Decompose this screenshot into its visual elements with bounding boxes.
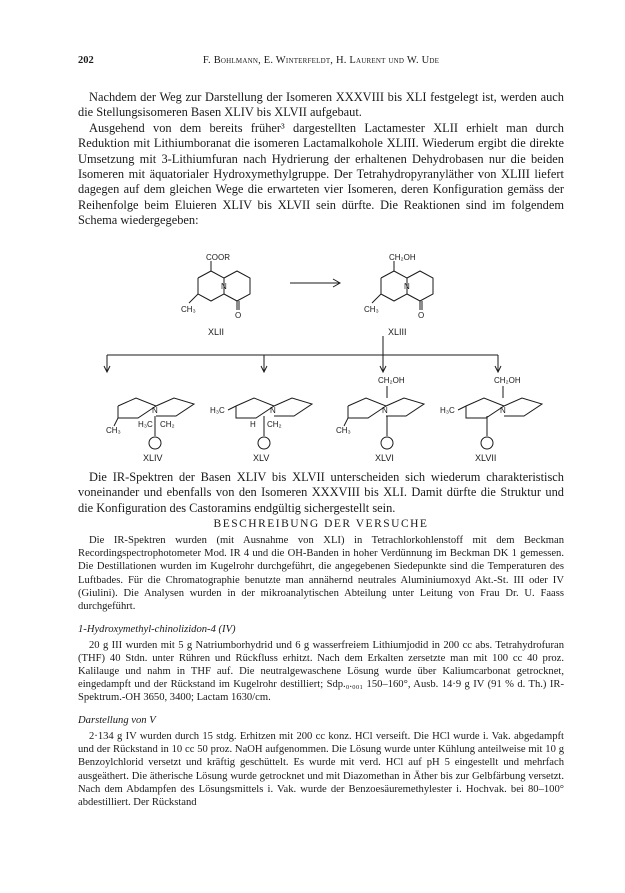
compound-label: XLVII — [475, 453, 497, 463]
experimental-paragraph: Die IR-Spektren wurden (mit Ausnahme von XLI) in Tetrachlorkohlenstoff mit dem Beckman Recordingspectrophotometer Mod. IR 4 und die OH-Banden in hoher Verdünnung im Beckman DK 1 gemessen. Die Destillationen wurden im Kugelrohr durchgeführt, die angegebenen Siedepunkte sind die Temperaturen des Luftbades. Für die Chromatographie benutzte man annähernd neutrales Aluminiumoxyd Akt.-St. III oder IV (Giulini). Die Analysen wurden in der mikroanalytischen Abteilung unter Leitung von Frau Dr. U. Faass durchgeführt. — [78, 535, 564, 612]
paragraph: Nachdem der Weg zur Darstellung der Isomeren XXXVIII bis XLI festgelegt ist, werden auch die Stellungsisomeren Basen XLIV bis XLVII aufgebaut. — [78, 90, 564, 120]
subsection-title: Darstellung von V — [78, 715, 156, 727]
compound-label: XLIV — [143, 453, 163, 463]
structure-xlvii — [458, 386, 542, 449]
atom-label: CH₂ — [267, 420, 282, 429]
atom-label: H₃C — [138, 420, 153, 429]
atom-label: N — [221, 282, 227, 291]
running-title: F. Bohlmann, E. Winterfeldt, H. Laurent und W. Ude — [202, 55, 440, 66]
compound-label: XLV — [253, 453, 270, 463]
compound-label: XLVI — [375, 453, 394, 463]
atom-label: CH₃ — [336, 426, 351, 435]
atom-label: N — [152, 406, 158, 415]
atom-label: CH₂ — [160, 420, 175, 429]
reaction-scheme — [78, 253, 564, 463]
page-header — [78, 55, 564, 69]
experimental-paragraph: 2·134 g IV wurden durch 15 stdg. Erhitzen mit 200 cc konz. HCl verseift. Die HCl wurde i. Vak. abgedampft und der Rückstand in 10 cc 50 proz. NaOH aufgenommen. Die Lösung wurde unter Kühlung anteilweise mit 10 g Benzoylchlorid versetzt und kräftig geschüttelt. Es wurde mit verd. HCl auf pH 5 eingestellt und mehrfach ausgeäthert. Die ätherische Lösung wurde getrocknet und mit Diazomethan in Äther bis zur Gelbfärbung versetzt. Nach dem Abdampfen des Lösungsmittels i. Vak. wurde der Benzoesäuremethylester i. Hochvak. bei 80–100° abdestilliert. Der Rückstand — [78, 731, 564, 808]
atom-label: N — [382, 406, 388, 415]
atom-label: H — [250, 420, 256, 429]
experimental-paragraph: 20 g III wurden mit 5 g Natriumborhydrid und 6 g wasserfreiem Lithiumjodid in 200 cc abs. Tetrahydrofuran (THF) 40 Stdn. unter Rühren und Rückfluss erhitzt. Nach dem Erkalten zersetzte man mit 100 cc 40 proz. Kalilauge und nahm in THF auf. Die neutralgewaschene Lösung wurde über Kaliumcarbonat getrocknet, eingedampft und der Rückstand im Kugelrohr destilliert; Sdp.₀.₀₀₁ 150–160°, Ausb. 14·9 g IV (91 % d. Th.) IR-Spektrum.-OH 3650, 3400; Lactam 1630/cm. — [78, 639, 564, 704]
atom-label: CH₃ — [106, 426, 121, 435]
atom-label: CH₂OH — [378, 376, 405, 385]
atom-label: CH₂OH — [494, 376, 521, 385]
structure-xliii — [372, 261, 433, 310]
atom-label: N — [270, 406, 276, 415]
section-title: BESCHREIBUNG DER VERSUCHE — [213, 518, 429, 531]
atom-label: N — [404, 282, 410, 291]
intro-text — [78, 90, 564, 229]
subsection-title: 1-Hydroxymethyl-chinolizidon-4 (IV) — [78, 623, 236, 635]
compound-label: XLIII — [388, 327, 407, 337]
paragraph: Die IR-Spektren der Basen XLIV bis XLVII unterscheiden sich wiederum charakteristisch voneinander und ebenfalls von den Isomeren XXXVIII bis XLI. Damit dürfte die Struktur und die Konfiguration des Castoramins endgültig sichergestellt sein. — [78, 470, 564, 515]
atom-label: COOR — [206, 253, 230, 262]
atom-label: H₃C — [440, 406, 455, 415]
atom-label: H₃C — [210, 406, 225, 415]
atom-label: CH₃ — [364, 305, 379, 314]
compound-label: XLII — [208, 327, 225, 337]
paragraph: Ausgehend von dem bereits früher³ dargestellten Lactamester XLII erhielt man durch Reduktion mit Lithiumboranat die isomeren Lactamalkohole XLIII. Wiederum ergibt die direkte Umsetzung mit 3-Lithiumfuran nach Hydrierung der erhaltenen Dehydrobasen nur die beiden Isomeren mit äquatorialer Hydroxymethylgruppe. Der Tetrahydropyranyläther von XLIII liefert dagegen auf dem gleichen Wege die erwarteten vier Isomeren, deren Konfiguration gemäss der Reihenfolge beim Eluieren XLIV bis XLVII sein dürfte. Die Reaktionen sind im folgendem Schema wiedergegeben: — [78, 120, 564, 228]
page-number: 202 — [78, 55, 94, 66]
atom-label: CH₂OH — [389, 253, 416, 262]
experimental-section — [78, 470, 564, 809]
structure-xlii — [189, 261, 250, 310]
atom-label: N — [500, 406, 506, 415]
atom-label: CH₃ — [181, 305, 196, 314]
structure-xlvi — [344, 386, 424, 449]
atom-label: O — [418, 311, 425, 320]
atom-label: O — [235, 311, 242, 320]
